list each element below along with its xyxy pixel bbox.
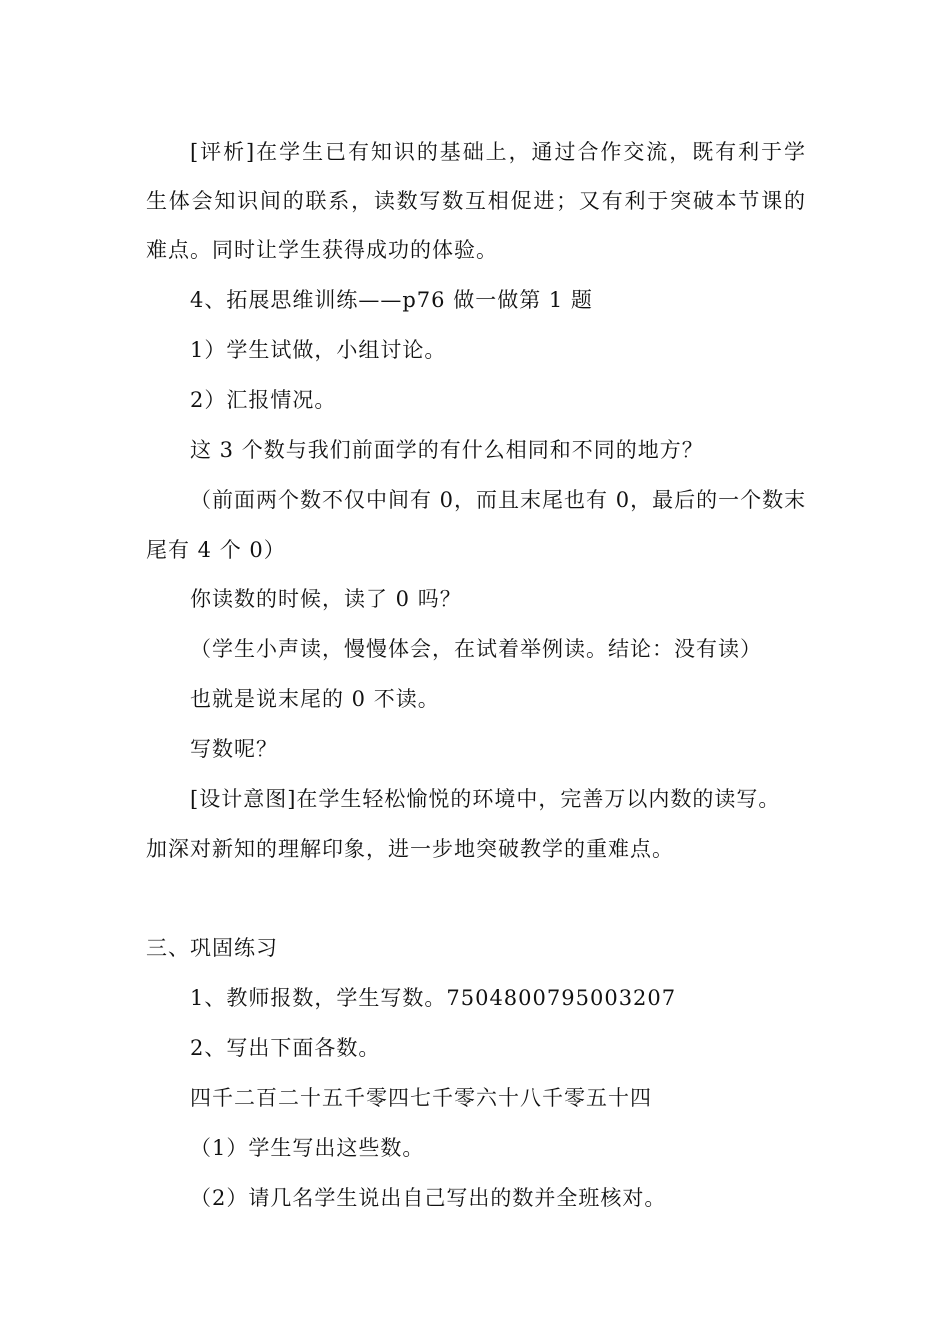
paragraph-line: 尾有 4 个 0） — [146, 538, 286, 562]
paragraph-line: （前面两个数不仅中间有 0，而且末尾也有 0，最后的一个数末 — [190, 488, 807, 512]
paragraph-line: （2）请几名学生说出自己写出的数并全班核对。 — [190, 1186, 667, 1210]
paragraph-line: 你读数的时候，读了 0 吗？ — [190, 587, 462, 611]
paragraph-line: 生体会知识间的联系，读数写数互相促进；又有利于突破本节课的 — [146, 189, 806, 213]
paragraph-line: 也就是说末尾的 0 不读。 — [190, 687, 440, 711]
paragraph-line: 写数呢？ — [190, 737, 278, 761]
paragraph-line: （学生小声读，慢慢体会，在试着举例读。结论：没有读） — [190, 637, 762, 661]
paragraph-line: 2、写出下面各数。 — [190, 1036, 381, 1060]
paragraph-line: [评析]在学生已有知识的基础上，通过合作交流，既有利于学 — [190, 140, 806, 164]
section-heading: 三、巩固练习 — [146, 936, 278, 960]
paragraph-line: 2）汇报情况。 — [190, 388, 337, 412]
paragraph-line: 1、教师报数，学生写数。7504800795003207 — [190, 986, 677, 1010]
paragraph-line: 这 3 个数与我们前面学的有什么相同和不同的地方？ — [190, 438, 704, 462]
paragraph-line: 1）学生试做，小组讨论。 — [190, 338, 447, 362]
paragraph-line: 难点。同时让学生获得成功的体验。 — [146, 238, 498, 262]
section-heading: 4、拓展思维训练——p76 做一做第 1 题 — [190, 288, 593, 312]
paragraph-line: 四千二百二十五千零四七千零六十八千零五十四 — [190, 1086, 652, 1110]
paragraph-line: 加深对新知的理解印象，进一步地突破教学的重难点。 — [146, 837, 674, 861]
paragraph-line: [设计意图]在学生轻松愉悦的环境中，完善万以内数的读写。 — [190, 787, 781, 811]
paragraph-line: （1）学生写出这些数。 — [190, 1136, 425, 1160]
